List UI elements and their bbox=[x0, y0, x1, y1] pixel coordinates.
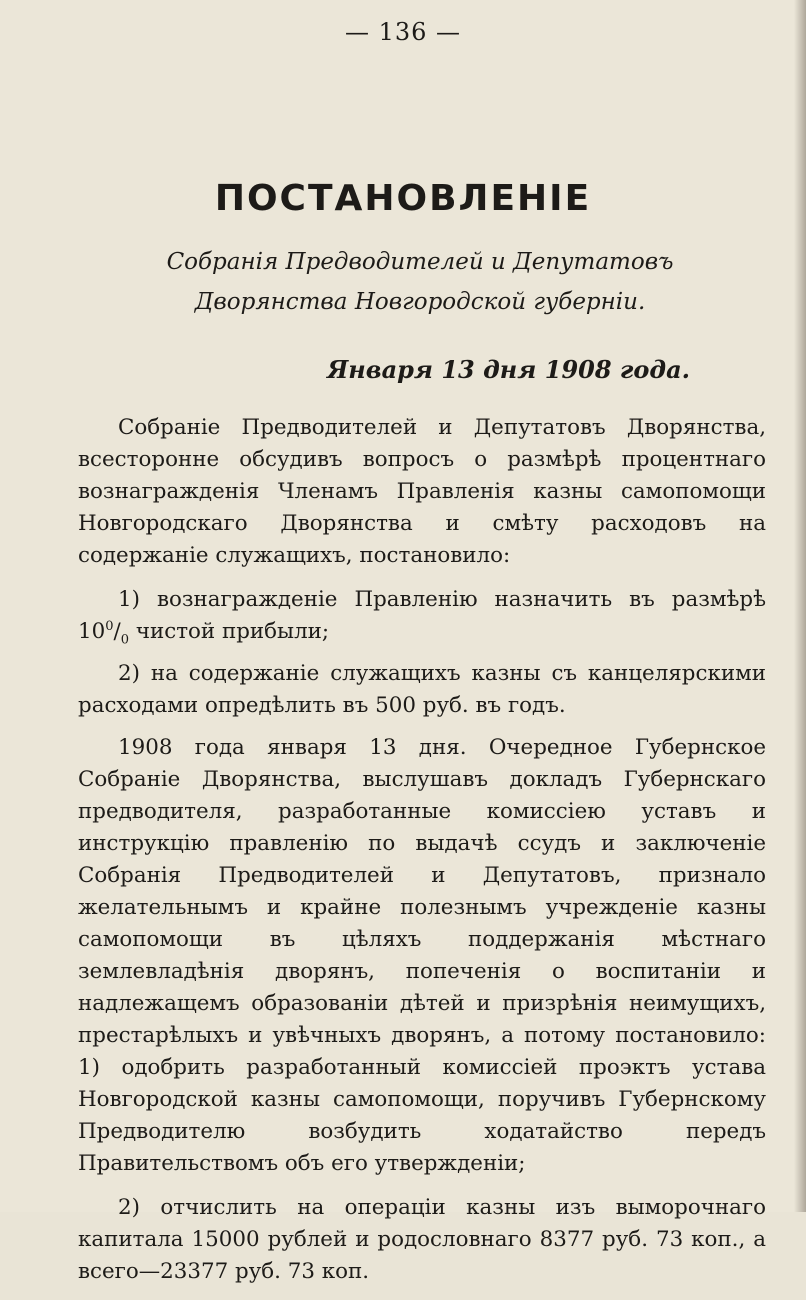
document-subtitle: Собранія Предводителей и Депутатовъ Дворянства Новгородской губерніи. bbox=[166, 249, 674, 315]
paragraph-resolution: 1908 года января 13 дня. Очередное Губернское Собраніе Дворянства, выслушавъ докладъ Губернскаго предводителя, разработанные комиссіею уставъ и инструкцію правленію по выдачѣ ссудъ и заключеніе Собранія Предводителей и Депутатовъ, признало желательнымъ и крайне полезнымъ учрежденіе казны самопомощи въ цѣляхъ поддержанія мѣстнаго землевладѣнія дворянъ, попеченія о воспитаніи и надлежащемъ образованіи дѣтей и призрѣнія неимущихъ, престарѣлыхъ и увѣчныхъ дворянъ, а потому постановило: 1) одобрить разработанный комиссіей проэктъ устава Новгородской казны самопомощи, поручивъ Губернскому Предводителю возбудить ходатайство передъ Правительствомъ объ его утвержденіи; bbox=[78, 735, 766, 1176]
percent-rest: чистой прибыли; bbox=[135, 619, 330, 644]
percent-sub: 0 bbox=[120, 632, 129, 648]
document-body bbox=[78, 412, 766, 1300]
percent-sup: 0 bbox=[105, 618, 114, 634]
document-title: ПОСТАНОВЛЕНІЕ bbox=[214, 178, 592, 219]
date-line: Января 13 дня 1908 года. bbox=[327, 355, 690, 384]
percent-value: 10 bbox=[78, 619, 106, 644]
page-number: — 136 — bbox=[344, 18, 462, 46]
paragraph-item-2: 2) на содержаніе служащихъ казны съ канцелярскими расходами опредѣлить въ 500 руб. въ годъ. bbox=[78, 661, 766, 718]
paragraph-item-1 bbox=[78, 584, 766, 648]
paragraph-intro: Собраніе Предводителей и Депутатовъ Дворянства, всесторонне обсудивъ вопросъ о размѣрѣ процентнаго вознагражденія Членамъ Правленія казны самопомощи Новгородскаго Дворянства и смѣту расходовъ на содержаніе служащихъ, постановило: bbox=[78, 415, 766, 568]
paragraph-allocation: 2) отчислить на операціи казны изъ выморочнаго капитала 15000 рублей и родословнаго 8377 руб. 73 коп., а всего—23377 руб. 73 коп. bbox=[78, 1195, 766, 1284]
paragraph-item-1-text: 1) вознагражденіе Правленію назначить въ размѣрѣ bbox=[118, 587, 766, 612]
percent-slash: / bbox=[113, 619, 121, 644]
